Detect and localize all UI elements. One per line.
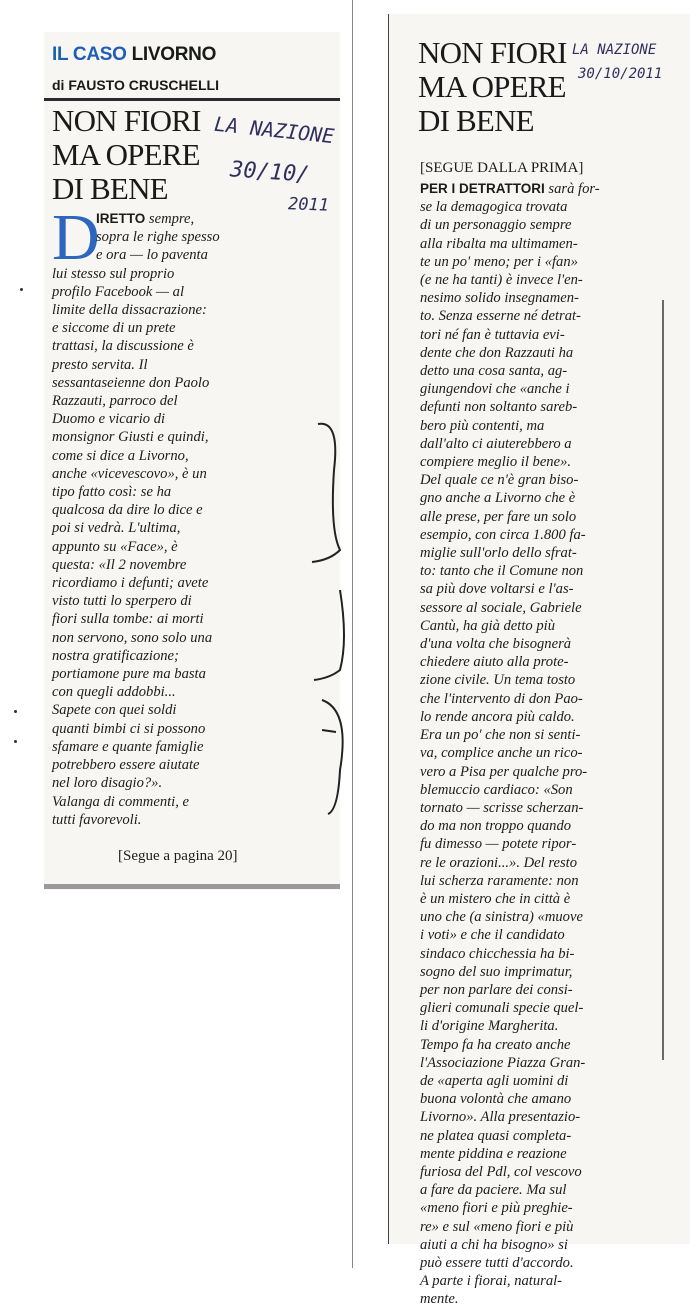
body-line: l'Associazione Piazza Gran- <box>420 1054 586 1071</box>
body-line: limite della dissacrazione: <box>52 302 207 319</box>
body-line: è un mistero che in città è <box>420 890 571 907</box>
body-line: nel loro disagio?». <box>52 775 163 792</box>
body-line: dall'alto ci aiuterebbero a <box>420 435 572 452</box>
body-line: Razzauti, parroco del <box>52 393 178 410</box>
left-body-lines <box>52 228 220 829</box>
body-line: nostra gratificazione; <box>52 647 179 664</box>
body-line: vero a Pisa per qualche pro- <box>420 763 588 780</box>
section-tag: [SEGUE DALLA PRIMA] <box>420 160 584 176</box>
body-line: «meno fiori e più preghie- <box>420 1200 573 1217</box>
body-line: come si dice a Livorno, <box>52 447 189 464</box>
body-line: Sapete con quei soldi <box>52 702 177 719</box>
lead-word: IRETTO <box>96 211 146 226</box>
bottom-rule <box>44 884 340 889</box>
body-line: A parte i fiorai, natural- <box>420 1273 563 1290</box>
body-line: gno anche a Livorno che è <box>420 490 576 507</box>
dropcap: D <box>52 201 100 274</box>
body-line: sessore al sociale, Gabriele <box>420 599 582 616</box>
body-line: lo rende ancora più caldo. <box>420 708 575 725</box>
body-line: buona volontà che amano <box>420 1091 572 1108</box>
body-line: se la demagogica trovata <box>420 199 568 216</box>
body-line: a fare da paciere. Ma sul <box>420 1182 567 1199</box>
body-line: Tempo fa ha creato anche <box>420 1036 571 1053</box>
body-line: tipo fatto così: se ha <box>52 484 172 501</box>
kicker-city: LIVORNO <box>131 44 217 65</box>
right-margin-line <box>662 300 664 1060</box>
top-rule <box>44 98 340 101</box>
body-line: aiuti a chi ha bisogno» si <box>420 1236 568 1253</box>
body-line: va, complice anche un rico- <box>420 745 583 762</box>
left-article-body <box>52 201 220 829</box>
body-line: blemuccio cardiaco: «Son <box>420 781 573 798</box>
headline-line: MA OPERE <box>418 69 566 104</box>
body-line: tutti favorevoli. <box>52 811 142 828</box>
body-first-rest: sempre, <box>148 211 195 227</box>
body-line: lui stesso sul proprio <box>52 265 175 282</box>
body-line: sa più dove voltarsi e l'as- <box>420 581 574 598</box>
lead-word: PER I DETRATTORI <box>420 181 545 196</box>
body-line: li d'origine Margherita. <box>420 1018 559 1035</box>
scan-speck <box>14 740 17 743</box>
body-line: glieri comunali specie quel- <box>420 1000 584 1017</box>
body-line: profilo Facebook — al <box>52 283 184 300</box>
headline-line: NON FIORI <box>418 35 567 70</box>
body-line: de «aperta agli uomini di <box>420 1072 569 1089</box>
body-line: dente che don Razzauti ha <box>420 344 574 361</box>
body-line: fu dimesso — potete ripor- <box>420 836 577 853</box>
handwritten-brackets <box>300 410 360 830</box>
body-line: (e ne ha tanti) è invece l'en- <box>420 272 583 289</box>
body-line: tornato — scrisse scherzan- <box>420 799 584 816</box>
body-line: di un personaggio sempre <box>420 217 572 234</box>
body-line: con quegli addobbi... <box>52 684 176 701</box>
right-body-lines <box>420 198 600 1308</box>
headline-line: NON FIORI <box>52 103 201 138</box>
body-line: sogno del suo imprimatur, <box>420 963 573 980</box>
body-line: per non parlare dei consi- <box>420 981 573 998</box>
body-line: uno che (a sinistra) «muove <box>420 909 583 926</box>
body-line: miglie sull'orlo dello sfrat- <box>420 545 577 562</box>
body-line: trattasi, la discussione è <box>52 338 194 355</box>
body-line: mente. <box>420 1291 459 1308</box>
body-line: te un po' meno; per i «fan» <box>420 253 578 270</box>
body-line: alle prese, per fare un solo <box>420 508 577 525</box>
body-line: re le orazioni...». Del resto <box>420 854 578 871</box>
body-line: Valanga di commenti, e <box>52 793 189 810</box>
body-line: e siccome di un prete <box>52 320 176 337</box>
body-line: appunto su «Face», è <box>52 538 178 555</box>
body-line: sopra le righe spesso <box>96 229 220 246</box>
body-line: Cantù, ha già detto più <box>420 617 555 634</box>
body-line: mente piddina e reazione <box>420 1145 567 1162</box>
body-line: Del quale ce n'è gran biso- <box>420 472 579 489</box>
body-line: poi si vedrà. L'ultima, <box>52 520 181 537</box>
body-line: che l'intervento di don Pao- <box>420 690 583 707</box>
body-line: defunti non soltanto sareb- <box>420 399 578 416</box>
body-line: re» e sul «meno fiori e più <box>420 1218 574 1235</box>
body-line: detto una cosa santa, ag- <box>420 363 568 380</box>
body-line: portiamone pure ma basta <box>52 666 206 683</box>
body-line: ricordiamo i defunti; avete <box>52 575 209 592</box>
body-line: quanti bimbi ci si possono <box>52 720 206 737</box>
right-clipping-border <box>388 14 389 1244</box>
body-first-line <box>420 180 600 198</box>
body-line: do ma non troppo quando <box>420 818 572 835</box>
body-line: presto servita. Il <box>52 356 148 373</box>
body-line: tori né fan è tuttavia evi- <box>420 326 565 343</box>
body-line: bero più contenti, ma <box>420 417 545 434</box>
body-line: qualcosa da dire lo dice e <box>52 502 203 519</box>
body-line: furiosa del Pdl, col vescovo <box>420 1163 582 1180</box>
body-line: Duomo e vicario di <box>52 411 166 428</box>
body-line: to. Senza esserne né detrat- <box>420 308 581 325</box>
headline-line: DI BENE <box>52 171 168 206</box>
body-line: Livorno». Alla presentazio- <box>420 1109 581 1126</box>
body-line: monsignor Giusti e quindi, <box>52 429 209 446</box>
body-first-line <box>52 210 220 228</box>
body-line: i voti» e che il candidato <box>420 927 565 944</box>
body-line: non servono, sono solo una <box>52 629 213 646</box>
continued-note: [Segue a pagina 20] <box>118 848 238 864</box>
handwritten-date: 30/10/2011 <box>578 66 663 82</box>
body-line: esempio, con circa 1.800 fa- <box>420 526 586 543</box>
handwritten-newspaper-name: LA NAZIONE <box>213 111 336 149</box>
body-line: sfamare e quante famiglie <box>52 738 204 755</box>
body-line: compiere meglio il bene». <box>420 454 572 471</box>
body-line: d'una volta che bisognerà <box>420 636 572 653</box>
body-line: lui scherza raramente: non <box>420 872 579 889</box>
headline-line: DI BENE <box>418 103 534 138</box>
handwritten-year: 2011 <box>287 194 330 216</box>
body-line: e ora — lo paventa <box>96 247 208 264</box>
left-headline <box>52 104 201 206</box>
byline: di FAUSTO CRUSCHELLI <box>52 77 219 93</box>
body-line: zione civile. Un tema tosto <box>420 672 576 689</box>
handwritten-date: 30/10/ <box>229 157 311 188</box>
body-line: anche «vicevescovo», è un <box>52 465 207 482</box>
body-line: fiori sulla tombe: ai morti <box>52 611 204 628</box>
body-line: ne platea quasi completa- <box>420 1127 572 1144</box>
right-article-body <box>420 180 600 1309</box>
body-line: questa: «Il 2 novembre <box>52 556 187 573</box>
body-first-rest: sarà for- <box>548 181 600 197</box>
kicker <box>52 44 216 66</box>
right-headline <box>418 36 567 138</box>
body-line: to: tanto che il Comune non <box>420 563 584 580</box>
body-line: sindaco chicchessia ha bi- <box>420 945 575 962</box>
body-line: sessantaseienne don Paolo <box>52 374 210 391</box>
body-line: nesimo solido insegnamen- <box>420 290 579 307</box>
body-line: Era un po' che non si senti- <box>420 727 581 744</box>
body-line: chiedere aiuto alla prote- <box>420 654 569 671</box>
handwritten-newspaper-name: LA NAZIONE <box>572 42 657 58</box>
kicker-category: IL CASO <box>52 44 127 65</box>
body-line: può essere tutti d'accordo. <box>420 1254 574 1271</box>
body-line: visto tutti lo sperpero di <box>52 593 192 610</box>
headline-line: MA OPERE <box>52 137 200 172</box>
body-line: giungendovi che «anche i <box>420 381 570 398</box>
scan-speck <box>20 288 23 291</box>
body-line: potrebbero essere aiutate <box>52 757 200 774</box>
scan-speck <box>14 710 17 713</box>
body-line: alla ribalta ma ultimamen- <box>420 235 578 252</box>
